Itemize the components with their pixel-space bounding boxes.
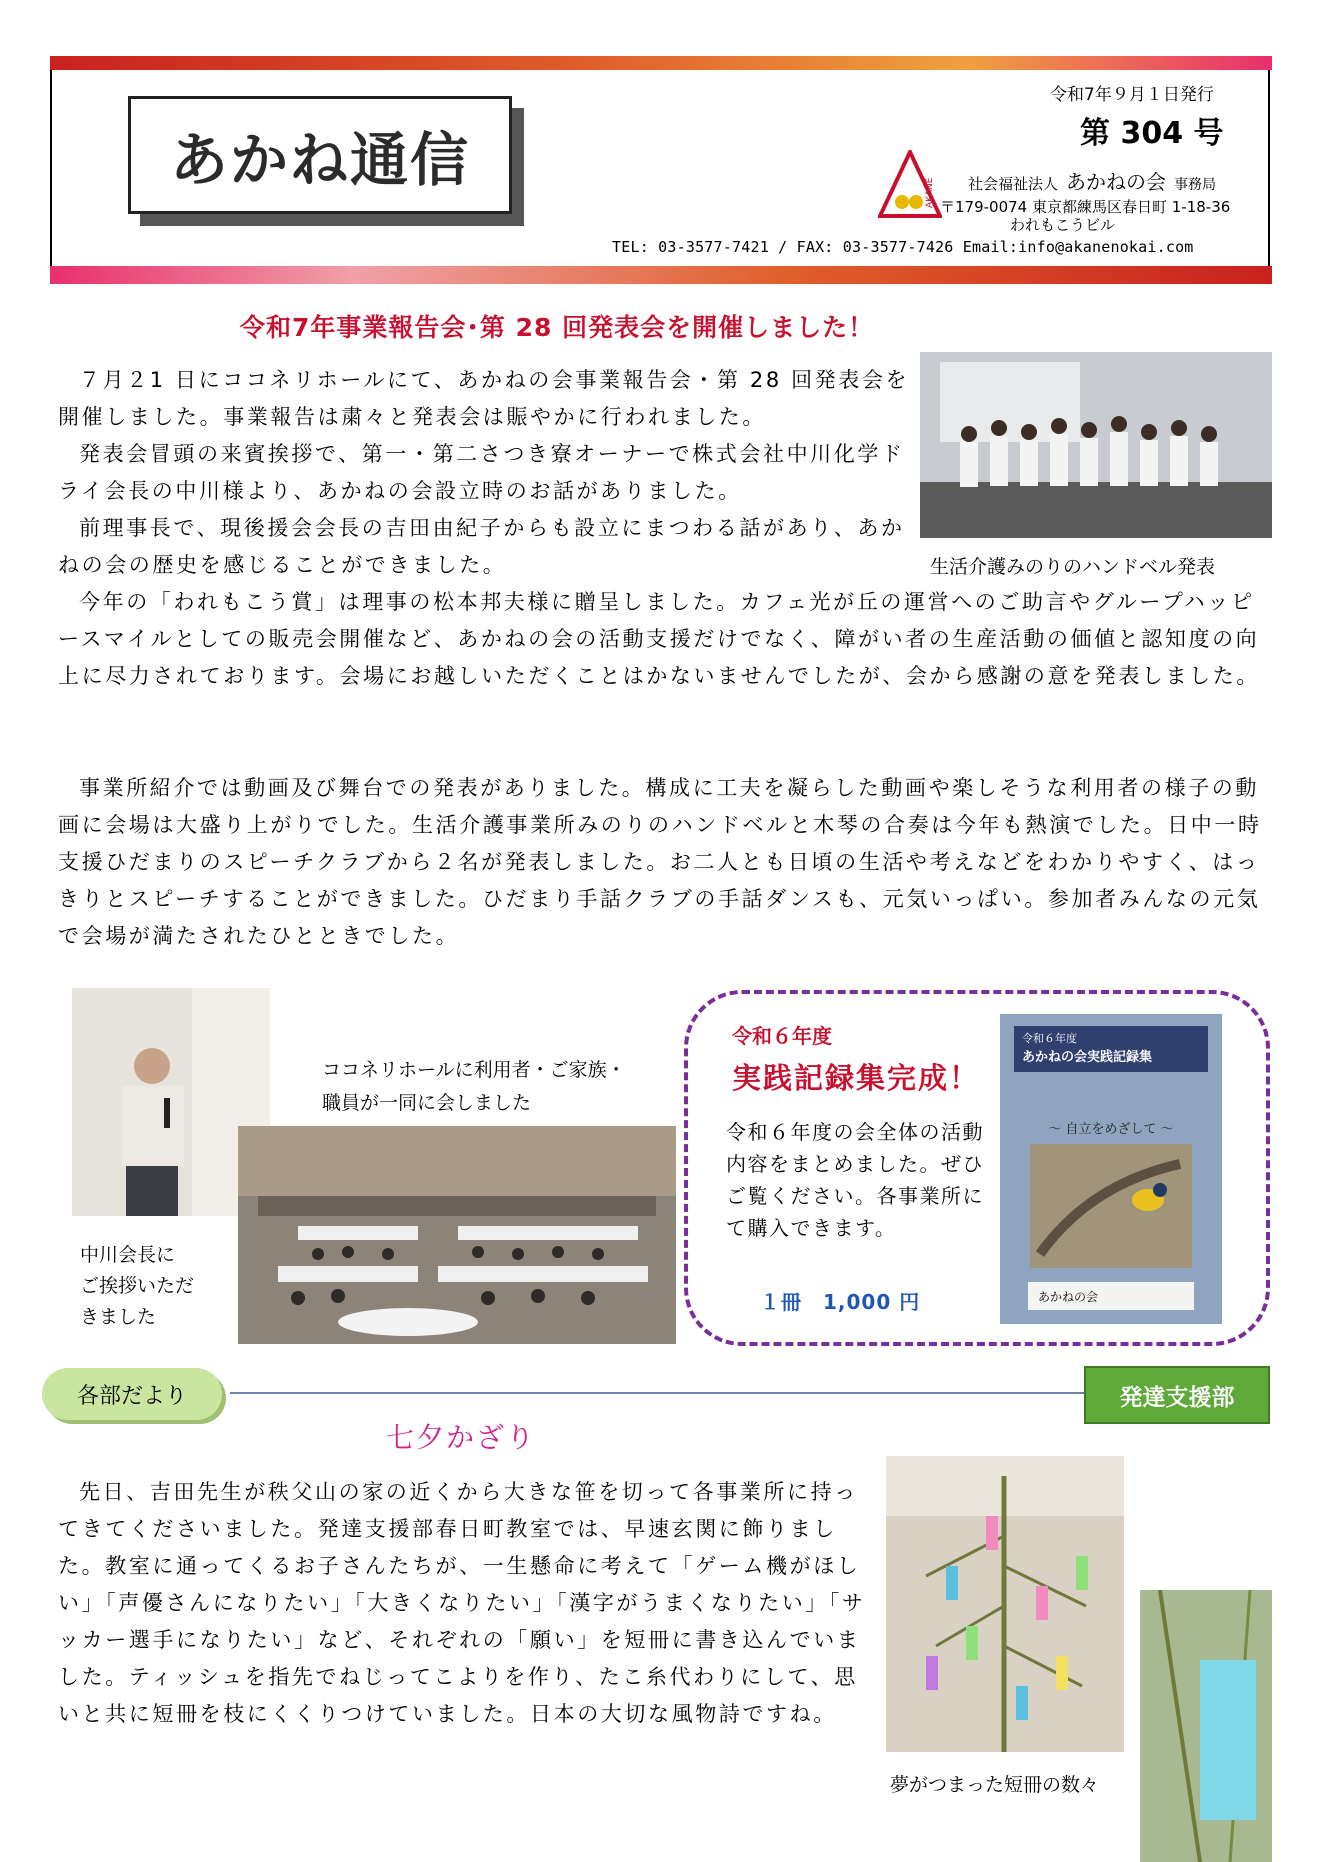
section-tag-left: 各部だより [42, 1368, 222, 1420]
record-price: １冊 1,000 円 [760, 1290, 921, 1314]
record-book-cover [1000, 1014, 1222, 1324]
record-title: 実践記録集完成！ [732, 1061, 981, 1095]
cover-title: あかねの会実践記録集 [1022, 1050, 1153, 1065]
article-paragraph-2: 発表会冒頭の来賓挨拶で、第一・第二さつき寮オーナーで株式会社中川化学ドライ会長の中川様より、あかねの会設立時のお話がありました。 [58, 442, 905, 503]
article-headline: 令和7年事業報告会･第 28 回発表会を開催しました！ [240, 313, 875, 342]
record-body: 令和６年度の会全体の活動内容をまとめました。ぜひご覧ください。各事業所にて購入できます。 [726, 1120, 984, 1240]
article-paragraph-4: 今年の「われもこう賞」は理事の松本邦夫様に贈呈しました。カフェ光が丘の運営へのご助言やグループハッピースマイルとしての販売会開催など、あかねの会の活動支援だけでなく、障がい者の生産活動の価値と認知度の向上に尽力されております。会場にお越しいただくことはかないませんでしたが、会から感謝の意を発表しました。 [58, 590, 1260, 688]
hall-gathering-photo [238, 1126, 676, 1344]
tanabata-title: 七夕かざり [386, 1421, 537, 1454]
cover-subtitle: ～ 自立をめざして ～ [1048, 1122, 1174, 1137]
issue-number: 第 304 号 [1080, 116, 1224, 151]
article-paragraph-5: 事業所紹介では動画及び舞台での発表がありました。構成に工夫を凝らした動画や楽しそうな利用者の様子の動画に会場は大盛り上がりでした。生活介護事業所みのりのハンドベルと木琴の合奏は今年も熱演でした。日中一時支援ひだまりのスピーチクラブから２名が発表しました。お二人とも日頃の生活や考えなどをわかりやすく、はっきりとスピーチすることができました。ひだまり手話クラブの手話ダンスも、元気いっぱい。参加者みんなの元気で会場が満たされたひとときでした。 [58, 776, 1262, 948]
record-subtitle: 令和６年度 [732, 1024, 832, 1048]
header-bottom-bar [50, 266, 1272, 284]
hall-photo-illustration [238, 1126, 676, 1344]
hall-caption: ココネリホールに利用者・ご家族・ 職員が一同に会しました [322, 1059, 626, 1114]
handbell-photo-illustration [920, 352, 1272, 538]
handbell-performance-photo [920, 352, 1272, 538]
logo-title: あかね通信 [169, 126, 470, 194]
tanzaku-illustration [1140, 1590, 1272, 1862]
newsletter-logo [128, 96, 512, 214]
cover-org-plate [1028, 1282, 1194, 1310]
akane-mark-text: AKANE [925, 177, 935, 208]
cover-org: あかねの会 [1038, 1289, 1099, 1304]
header-top-bar [50, 56, 1272, 70]
cover-top-label: 令和６年度 [1022, 1032, 1077, 1045]
bamboo-illustration [886, 1456, 1124, 1752]
akane-mark-icon [878, 150, 942, 220]
org-prefix: 社会福祉法人 [968, 175, 1059, 193]
article-paragraph-3: 前理事長で、現後援会会長の吉田由紀子からも設立にまつわる話があり、あかねの会の歴史を感じることができました。 [58, 516, 905, 577]
cover-bird-image [1030, 1144, 1192, 1268]
address: 〒179-0074 東京都練馬区春日町 1-18-36 [940, 198, 1231, 216]
org-office: 事務局 [1174, 177, 1217, 193]
article-paragraph-1: ７月２1 日にココネリホールにて、あかねの会事業報告会・第 28 回発表会を開催しました。事業報告は粛々と発表会は賑やかに行われました。 [58, 368, 910, 429]
tanabata-body: 先日、吉田先生が秩父山の家の近くから大きな笹を切って各事業所に持ってきてくださいました。発達支援部春日町教室では、早速玄関に飾りました。教室に通ってくるお子さんたちが、一生懸命に考えて「ゲーム機がほしい」「声優さんになりたい」「大きくなりたい」「漢字がうまくなりたい」「サッカー選手になりたい」など、それぞれの「願い」を短冊に書き込んでいました。ティッシュを指先でねじってこよりを作り、たこ糸代わりにして、思いと共に短冊を枝にくくりつけていました。日本の大切な風物詩ですね。 [58, 1480, 866, 1726]
bird-illustration [1030, 1144, 1192, 1268]
chairman-caption: 中川会長に ご挨拶いただ きました [80, 1244, 195, 1328]
org-name: あかねの会 [1066, 170, 1167, 194]
issue-date: 令和7年９月１日発行 [1050, 85, 1214, 105]
tanabata-caption: 夢がつまった短冊の数々 [890, 1774, 1100, 1796]
building-name: われもこうビル [1010, 216, 1116, 234]
tanabata-bamboo-photo [886, 1456, 1124, 1752]
organization-line [968, 166, 1216, 195]
contact-info: TEL: 03-3577-7421 / FAX: 03-3577-7426 Email:info@akanenokai.com [612, 238, 1194, 256]
tanzaku-closeup-photo [1140, 1590, 1272, 1862]
handbell-caption: 生活介護みのりのハンドベル発表 [930, 556, 1216, 578]
cover-title-band [1014, 1026, 1208, 1072]
section-tag-right: 発達支援部 [1084, 1366, 1270, 1424]
section-divider [230, 1392, 1090, 1394]
